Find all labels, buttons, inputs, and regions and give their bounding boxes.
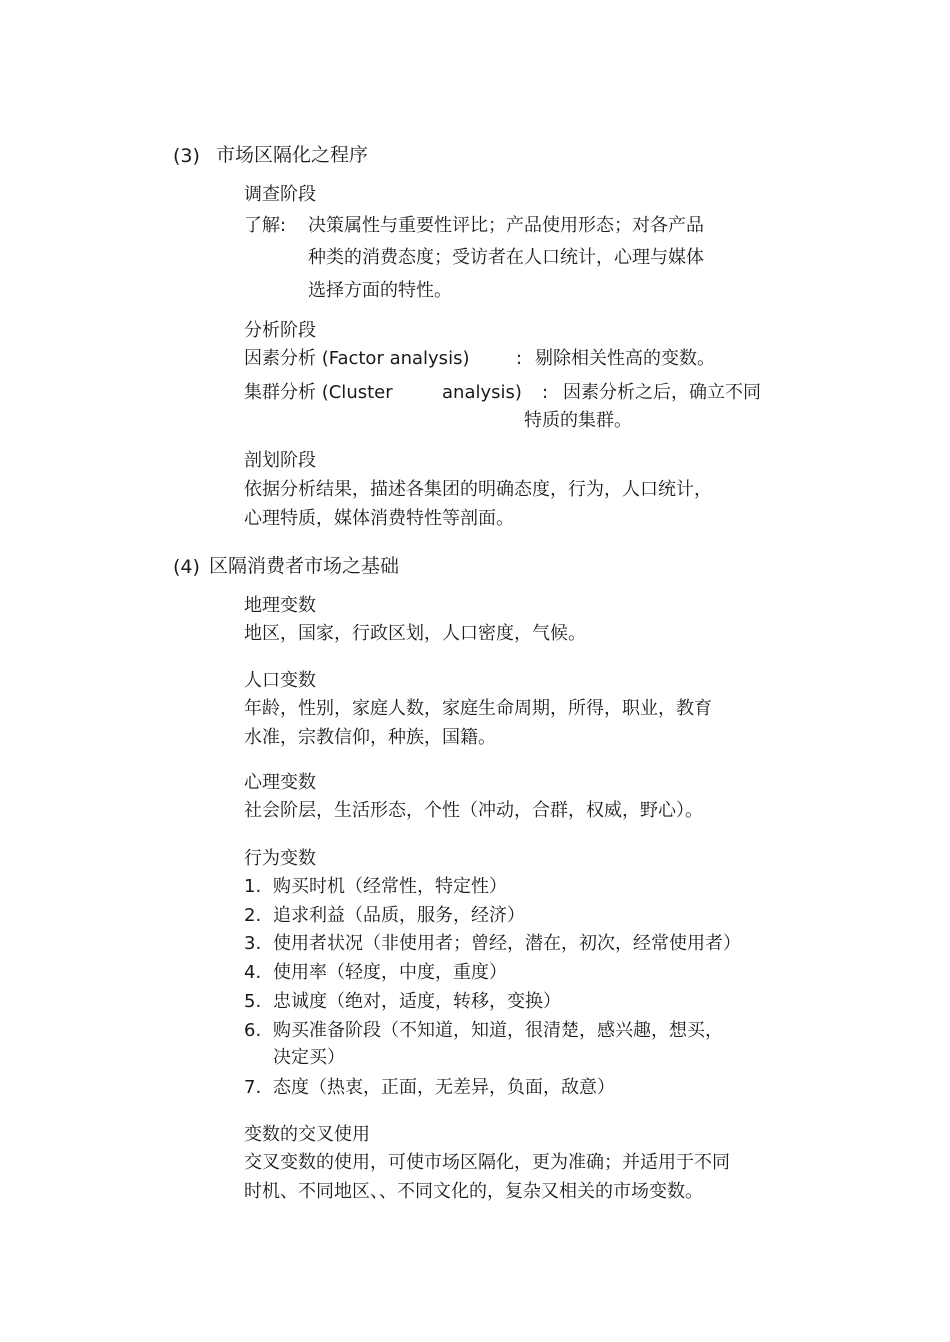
section-number: (4) (173, 556, 200, 578)
term-label: 集群分析 (Cluster (244, 382, 393, 403)
text-line: 决策属性与重要性评比；产品使用形态；对各产品 (308, 215, 704, 236)
list-item-number: 3. (244, 933, 262, 954)
term-label: 因素分析 (Factor analysis) (244, 348, 470, 369)
text-line: 地区，国家，行政区划，人口密度，气候。 (244, 623, 586, 644)
list-item: 追求利益（品质，服务，经济） (273, 905, 525, 926)
label: 了解: (244, 215, 287, 236)
list-item-continued: 决定买） (273, 1047, 345, 1068)
list-item: 态度（热衷，正面，无差异，负面，敌意） (273, 1077, 615, 1098)
list-item-number: 6. (244, 1020, 262, 1041)
text-line: 特质的集群。 (524, 410, 632, 431)
subheading: 地理变数 (244, 595, 316, 616)
list-item: 使用率（轻度，中度，重度） (273, 962, 507, 983)
subheading: 变数的交叉使用 (244, 1124, 370, 1145)
text-line: 选择方面的特性。 (308, 280, 452, 301)
subheading: 分析阶段 (244, 320, 316, 341)
text-line: 社会阶层，生活形态，个性（冲动，合群，权威，野心）。 (244, 800, 703, 821)
colon: : (542, 382, 549, 403)
text-line: 年龄，性别，家庭人数，家庭生命周期，所得，职业，教育 (244, 698, 712, 719)
list-item: 购买准备阶段（不知道，知道，很清楚，感兴趣，想买， (273, 1020, 723, 1041)
text-line: 依据分析结果，描述各集团的明确态度，行为，人口统计， (244, 479, 712, 500)
text-line: 因素分析之后，确立不同 (563, 382, 761, 403)
text-line: 时机、不同地区、、不同文化的，复杂又相关的市场变数。 (244, 1181, 703, 1202)
text-line: 剔除相关性高的变数。 (535, 348, 715, 369)
list-item-number: 5. (244, 991, 262, 1012)
list-item: 忠诚度（绝对，适度，转移，变换） (273, 991, 561, 1012)
list-item-number: 4. (244, 962, 262, 983)
section-number: (3) (173, 145, 200, 167)
list-item-number: 1. (244, 876, 262, 897)
subheading: 人口变数 (244, 670, 316, 691)
list-item: 购买时机（经常性，特定性） (273, 876, 507, 897)
section-title: 区隔消费者市场之基础 (209, 555, 400, 577)
subheading: 心理变数 (244, 772, 316, 793)
text-line: 种类的消费态度；受访者在人口统计，心理与媒体 (308, 247, 704, 268)
text-line: 心理特质，媒体消费特性等剖面。 (244, 508, 514, 529)
colon: : (516, 348, 523, 369)
text-line: 水准，宗教信仰，种族，国籍。 (244, 727, 496, 748)
subheading: 剖划阶段 (244, 450, 316, 471)
term-label: analysis) (442, 382, 522, 403)
text-line: 交叉变数的使用，可使市场区隔化，更为准确；并适用于不同 (244, 1152, 730, 1173)
list-item-number: 2. (244, 905, 262, 926)
list-item: 使用者状况（非使用者；曾经，潜在，初次，经常使用者） (273, 933, 741, 954)
subheading: 调查阶段 (244, 184, 316, 205)
section-title: 市场区隔化之程序 (216, 144, 369, 166)
subheading: 行为变数 (244, 848, 316, 869)
list-item-number: 7. (244, 1077, 262, 1098)
